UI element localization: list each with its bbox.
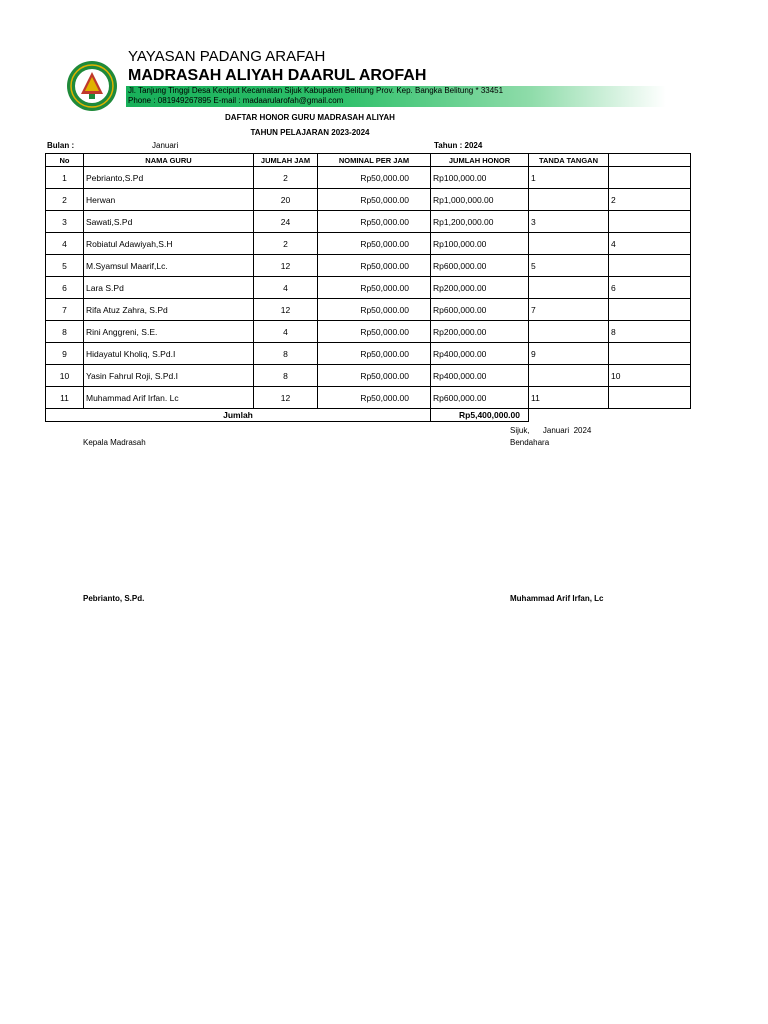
header-jumlah-jam: JUMLAH JAM: [254, 154, 318, 167]
table-row: [46, 167, 691, 189]
cell-ttd-right: [609, 387, 691, 409]
cell-nominal: Rp50,000.00: [318, 255, 431, 277]
cell-nama-guru: Hidayatul Kholiq, S.Pd.I: [84, 343, 254, 365]
cell-no: 6: [46, 277, 84, 299]
cell-no: 4: [46, 233, 84, 255]
cell-nominal: Rp50,000.00: [318, 365, 431, 387]
table-row: [46, 233, 691, 255]
jumlah-blank-2: [609, 409, 691, 422]
cell-no: 9: [46, 343, 84, 365]
madrasah-name: MADRASAH ALIYAH DAARUL AROFAH: [128, 67, 427, 84]
cell-ttd-left: 1: [529, 167, 609, 189]
cell-nominal: Rp50,000.00: [318, 189, 431, 211]
cell-ttd-left: 3: [529, 211, 609, 233]
cell-jumlah-jam: 8: [254, 365, 318, 387]
jumlah-blank: [529, 409, 609, 422]
cell-no: 8: [46, 321, 84, 343]
cell-ttd-right: [609, 343, 691, 365]
cell-jumlah-jam: 2: [254, 167, 318, 189]
cell-ttd-right: [609, 211, 691, 233]
table-row: [46, 211, 691, 233]
jumlah-total: Rp5,400,000.00: [431, 409, 529, 422]
cell-nama-guru: Robiatul Adawiyah,S.H: [84, 233, 254, 255]
cell-jumlah-honor: Rp600,000.00: [431, 255, 529, 277]
cell-jumlah-jam: 12: [254, 255, 318, 277]
cell-jumlah-jam: 8: [254, 343, 318, 365]
cell-nominal: Rp50,000.00: [318, 299, 431, 321]
bendahara-role: Bendahara: [510, 438, 550, 447]
cell-nama-guru: Rini Anggreni, S.E.: [84, 321, 254, 343]
cell-jumlah-honor: Rp200,000.00: [431, 277, 529, 299]
jumlah-row: [46, 409, 691, 422]
header-tanda-tangan-2: [609, 154, 691, 167]
cell-jumlah-jam: 12: [254, 387, 318, 409]
cell-jumlah-jam: 2: [254, 233, 318, 255]
cell-nama-guru: Rifa Atuz Zahra, S.Pd: [84, 299, 254, 321]
cell-nama-guru: Pebrianto,S.Pd: [84, 167, 254, 189]
table-row: [46, 387, 691, 409]
cell-jumlah-honor: Rp100,000.00: [431, 167, 529, 189]
cell-jumlah-jam: 24: [254, 211, 318, 233]
cell-ttd-right: [609, 255, 691, 277]
cell-ttd-left: 11: [529, 387, 609, 409]
cell-jumlah-jam: 12: [254, 299, 318, 321]
table-row: [46, 343, 691, 365]
cell-nominal: Rp50,000.00: [318, 343, 431, 365]
cell-jumlah-jam: 4: [254, 277, 318, 299]
bendahara-name: Muhammad Arif Irfan, Lc: [510, 594, 604, 603]
cell-jumlah-honor: Rp100,000.00: [431, 233, 529, 255]
cell-no: 11: [46, 387, 84, 409]
bulan-label: Bulan :: [47, 141, 75, 150]
cell-ttd-left: 9: [529, 343, 609, 365]
table-row: [46, 255, 691, 277]
yayasan-name: YAYASAN PADANG ARAFAH: [128, 48, 326, 65]
honor-table: [45, 153, 691, 422]
cell-nominal: Rp50,000.00: [318, 167, 431, 189]
cell-no: 7: [46, 299, 84, 321]
address-text: Jl. Tanjung Tinggi Desa Keciput Kecamatan Sijuk Kabupaten Belitung Prov. Kep. Bangka Belitung * 33451: [128, 86, 504, 95]
cell-no: 1: [46, 167, 84, 189]
table-row: [46, 299, 691, 321]
cell-nama-guru: Muhammad Arif Irfan. Lc: [84, 387, 254, 409]
cell-nama-guru: Sawati,S.Pd: [84, 211, 254, 233]
cell-jumlah-honor: Rp200,000.00: [431, 321, 529, 343]
cell-ttd-right: 10: [609, 365, 691, 387]
cell-jumlah-honor: Rp400,000.00: [431, 343, 529, 365]
document-subtitle: TAHUN PELAJARAN 2023-2024: [250, 128, 370, 137]
cell-no: 3: [46, 211, 84, 233]
header-tanda-tangan: TANDA TANGAN: [529, 154, 609, 167]
cell-jumlah-jam: 4: [254, 321, 318, 343]
table-body: [46, 167, 691, 409]
cell-jumlah-jam: 20: [254, 189, 318, 211]
table-row: [46, 277, 691, 299]
cell-jumlah-honor: Rp1,200,000.00: [431, 211, 529, 233]
cell-ttd-left: [529, 365, 609, 387]
madrasah-logo-icon: [66, 60, 118, 112]
cell-ttd-left: [529, 277, 609, 299]
cell-nominal: Rp50,000.00: [318, 233, 431, 255]
cell-ttd-left: 7: [529, 299, 609, 321]
cell-ttd-right: [609, 299, 691, 321]
cell-nominal: Rp50,000.00: [318, 387, 431, 409]
cell-ttd-left: [529, 321, 609, 343]
table-row: [46, 321, 691, 343]
cell-jumlah-honor: Rp1,000,000.00: [431, 189, 529, 211]
tahun-label: Tahun : 2024: [434, 141, 483, 150]
cell-ttd-right: 4: [609, 233, 691, 255]
table-header-row: [46, 154, 691, 167]
place-date: Sijuk, Januari 2024: [510, 426, 592, 435]
table-row: [46, 365, 691, 387]
cell-ttd-right: [609, 167, 691, 189]
cell-jumlah-honor: Rp600,000.00: [431, 387, 529, 409]
table-row: [46, 189, 691, 211]
cell-nominal: Rp50,000.00: [318, 277, 431, 299]
cell-jumlah-honor: Rp600,000.00: [431, 299, 529, 321]
cell-ttd-right: 2: [609, 189, 691, 211]
cell-nominal: Rp50,000.00: [318, 321, 431, 343]
header-nominal: NOMINAL PER JAM: [318, 154, 431, 167]
cell-ttd-right: 6: [609, 277, 691, 299]
cell-ttd-left: [529, 189, 609, 211]
contact-text: Phone : 081949267895 E-mail : madaarularofah@gmail.com: [128, 96, 344, 105]
cell-ttd-right: 8: [609, 321, 691, 343]
cell-no: 2: [46, 189, 84, 211]
header-nama-guru: NAMA GURU: [84, 154, 254, 167]
header-jumlah-honor: JUMLAH HONOR: [431, 154, 529, 167]
cell-jumlah-honor: Rp400,000.00: [431, 365, 529, 387]
kepala-madrasah-role: Kepala Madrasah: [83, 438, 146, 447]
cell-ttd-left: 5: [529, 255, 609, 277]
kepala-madrasah-name: Pebrianto, S.Pd.: [83, 594, 145, 603]
document-title: DAFTAR HONOR GURU MADRASAH ALIYAH: [225, 113, 395, 122]
jumlah-label: Jumlah: [46, 409, 431, 422]
cell-no: 5: [46, 255, 84, 277]
cell-nama-guru: Herwan: [84, 189, 254, 211]
cell-nama-guru: Yasin Fahrul Roji, S.Pd.I: [84, 365, 254, 387]
cell-ttd-left: [529, 233, 609, 255]
cell-nama-guru: M.Syamsul Maarif,Lc.: [84, 255, 254, 277]
cell-nominal: Rp50,000.00: [318, 211, 431, 233]
bulan-value: Januari: [152, 141, 179, 150]
header-no: No: [46, 154, 84, 167]
cell-no: 10: [46, 365, 84, 387]
cell-nama-guru: Lara S.Pd: [84, 277, 254, 299]
